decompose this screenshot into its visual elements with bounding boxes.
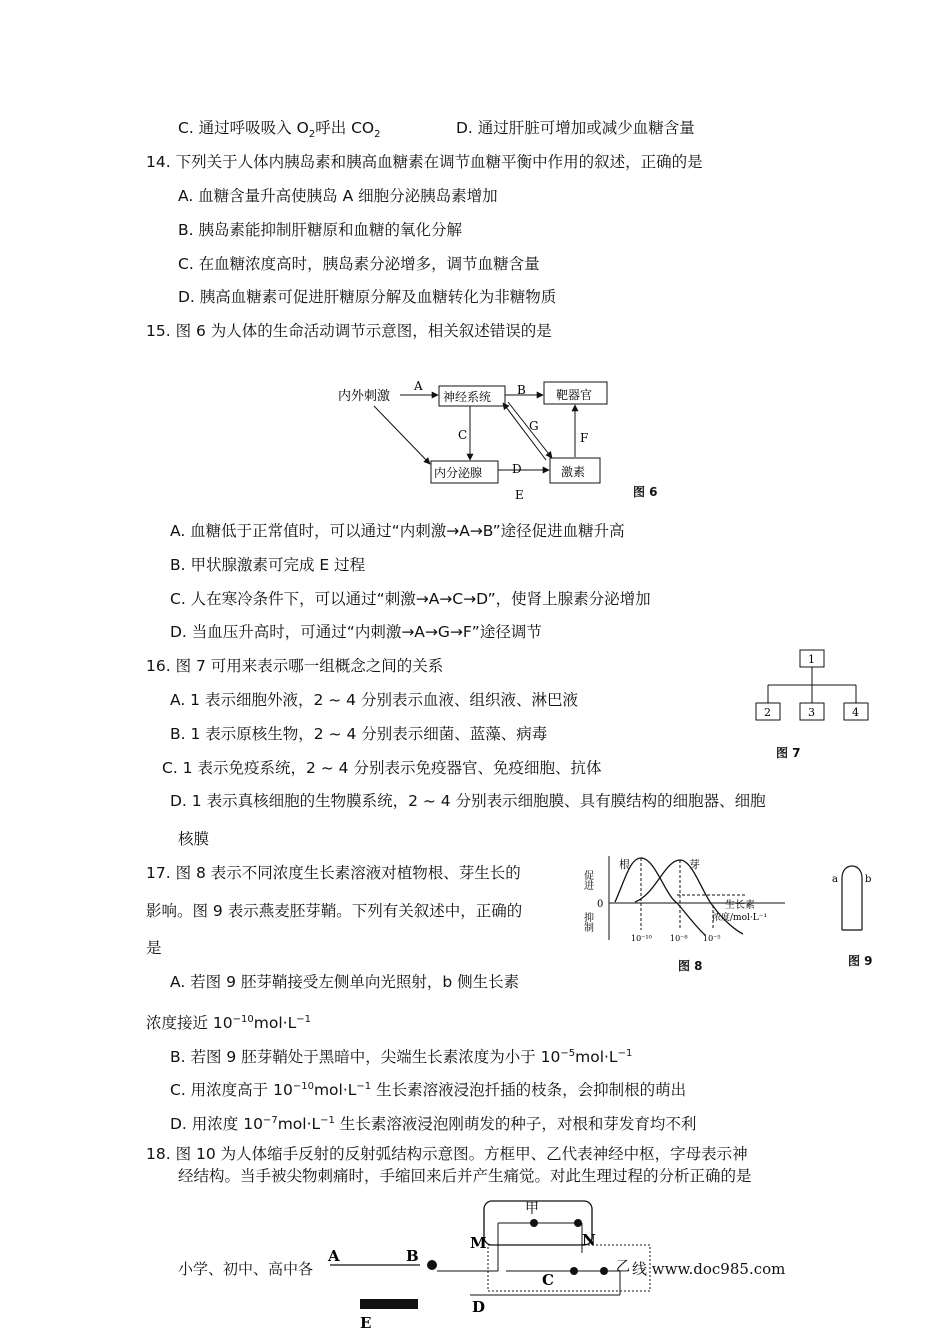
q17-stem-2: 影响。图 9 表示燕麦胚芽鞘。下列有关叙述中，正确的 [146, 902, 523, 920]
fig6-hormone: 激素 [561, 465, 586, 479]
q13-option-d: D. 通过肝脏可增加或减少血糖含量 [456, 119, 695, 137]
svg-text:A: A [328, 1247, 340, 1265]
fig6-organ: 靶器官 [556, 388, 593, 402]
footer-left: 小学、初中、高中各 [178, 1260, 314, 1278]
figure-7-caption: 图 7 [776, 746, 801, 760]
svg-text:生长素: 生长素 [725, 900, 755, 911]
q16-option-d: D. 1 表示真核细胞的生物膜系统，2 ~ 4 分别表示细胞膜、具有膜结构的细胞器、细胞 [170, 792, 766, 810]
svg-text:N: N [582, 1231, 596, 1249]
svg-text:浓度/mol·L⁻¹: 浓度/mol·L⁻¹ [712, 913, 768, 923]
q14-option-b: B. 胰岛素能抑制肝糖原和血糖的氧化分解 [178, 221, 462, 239]
q18-stem-2: 经结构。当手被尖物刺痛时，手缩回来后并产生痛觉。对此生理过程的分析正确的是 [178, 1167, 752, 1185]
figure-7-diagram [750, 648, 875, 723]
svg-text:抑制: 抑制 [581, 912, 593, 932]
svg-text:E: E [360, 1314, 372, 1332]
svg-text:C: C [542, 1271, 554, 1289]
q14-stem: 14. 下列关于人体内胰岛素和胰高血糖素在调节血糖平衡中作用的叙述，正确的是 [146, 153, 703, 171]
q17-option-a-cont: 浓度接近 $10^{-10}mol\cdot L^{-1}$ [146, 1014, 311, 1033]
svg-text:10⁻⁵: 10⁻⁵ [703, 934, 721, 943]
svg-text:3: 3 [808, 706, 815, 719]
fig6-endocrine: 内分泌腺 [434, 466, 483, 480]
svg-text:0: 0 [597, 899, 604, 910]
svg-text:M: M [470, 1234, 487, 1252]
q14-option-a: A. 血糖含量升高使胰岛 A 细胞分泌胰岛素增加 [178, 187, 498, 205]
svg-text:乙: 乙 [616, 1259, 630, 1275]
svg-text:10⁻⁸: 10⁻⁸ [670, 934, 688, 943]
svg-text:C: C [458, 428, 468, 442]
q14-option-c: C. 在血糖浓度高时，胰岛素分泌增多，调节血糖含量 [178, 255, 540, 273]
q17-option-c: C. 用浓度高于 $10^{-10}mol\cdot L^{-1}$ 生长素溶液浸泡扦插的枝条，会抑制根的萌出 [170, 1081, 687, 1100]
footer-right: 线 www.doc985.com [632, 1260, 786, 1278]
svg-text:F: F [580, 431, 589, 445]
q15-option-b: B. 甲状腺激素可完成 E 过程 [170, 556, 366, 574]
q13-option-c: C. 通过呼吸吸入 $O_2$呼出 $CO_2$ [178, 119, 381, 141]
q16-option-d-cont: 核膜 [178, 830, 210, 848]
q15-option-d: D. 当血压升高时，可通过“内刺激→A→G→F”途径调节 [170, 623, 542, 641]
q15-option-a: A. 血糖低于正常值时，可以通过“内刺激→A→B”途径促进血糖升高 [170, 522, 625, 540]
q15-stem: 15. 图 6 为人体的生命活动调节示意图，相关叙述错误的是 [146, 322, 552, 340]
svg-text:E: E [515, 488, 524, 502]
figure-8-caption: 图 8 [678, 959, 703, 973]
svg-text:G: G [529, 419, 539, 433]
svg-text:4: 4 [852, 706, 859, 719]
q17-option-b: B. 若图 9 胚芽鞘处于黑暗中，尖端生长素浓度为小于 $10^{-5}mol\cdot L^{-1}$ [170, 1048, 633, 1067]
svg-text:1: 1 [808, 653, 815, 666]
q16-option-a: A. 1 表示细胞外液，2 ~ 4 分别表示血液、组织液、淋巴液 [170, 691, 578, 709]
q17-option-a: A. 若图 9 胚芽鞘接受左侧单向光照射，b 侧生长素 [170, 973, 520, 991]
figure-6-diagram [330, 372, 630, 507]
q16-option-c: C. 1 表示免疫系统，2 ~ 4 分别表示免疫器官、免疫细胞、抗体 [162, 759, 602, 777]
svg-text:芽: 芽 [689, 858, 700, 871]
q18-stem-1: 18. 图 10 为人体缩手反射的反射弧结构示意图。方框甲、乙代表神经中枢，字母表示神 [146, 1145, 748, 1163]
fig6-stimulus: 内外刺激 [338, 389, 391, 404]
svg-text:A: A [414, 379, 423, 393]
q16-stem: 16. 图 7 可用来表示哪一组概念之间的关系 [146, 657, 444, 675]
q15-option-c: C. 人在寒冷条件下，可以通过“刺激→A→C→D”，使肾上腺素分泌增加 [170, 590, 651, 608]
figure-10-reflex-arc [320, 1195, 660, 1335]
svg-text:10⁻¹⁰: 10⁻¹⁰ [631, 934, 652, 943]
figure-6-caption: 图 6 [633, 485, 658, 499]
figure-8-chart [581, 850, 810, 950]
figure-9-caption: 图 9 [848, 954, 873, 968]
svg-text:甲: 甲 [525, 1201, 539, 1217]
fig6-nervous: 神经系统 [443, 390, 492, 404]
q17-stem-3: 是 [146, 939, 162, 957]
svg-text:a: a [832, 874, 838, 885]
figure-9-coleoptile [828, 858, 878, 938]
svg-text:B: B [517, 383, 526, 397]
q16-option-b: B. 1 表示原核生物，2 ~ 4 分别表示细菌、蓝藻、病毒 [170, 725, 548, 743]
q14-option-d: D. 胰高血糖素可促进肝糖原分解及血糖转化为非糖物质 [178, 288, 557, 306]
svg-text:2: 2 [764, 706, 771, 719]
svg-text:b: b [865, 874, 872, 885]
svg-text:D: D [472, 1298, 486, 1316]
svg-text:促进: 促进 [581, 870, 593, 890]
svg-text:D: D [512, 462, 522, 476]
q17-option-d: D. 用浓度 $10^{-7}mol\cdot L^{-1}$ 生长素溶液浸泡刚萌发的种子，对根和芽发育均不利 [170, 1115, 697, 1134]
svg-text:B: B [406, 1247, 419, 1265]
q17-stem-1: 17. 图 8 表示不同浓度生长素溶液对植物根、芽生长的 [146, 864, 521, 882]
svg-text:根: 根 [619, 858, 630, 871]
